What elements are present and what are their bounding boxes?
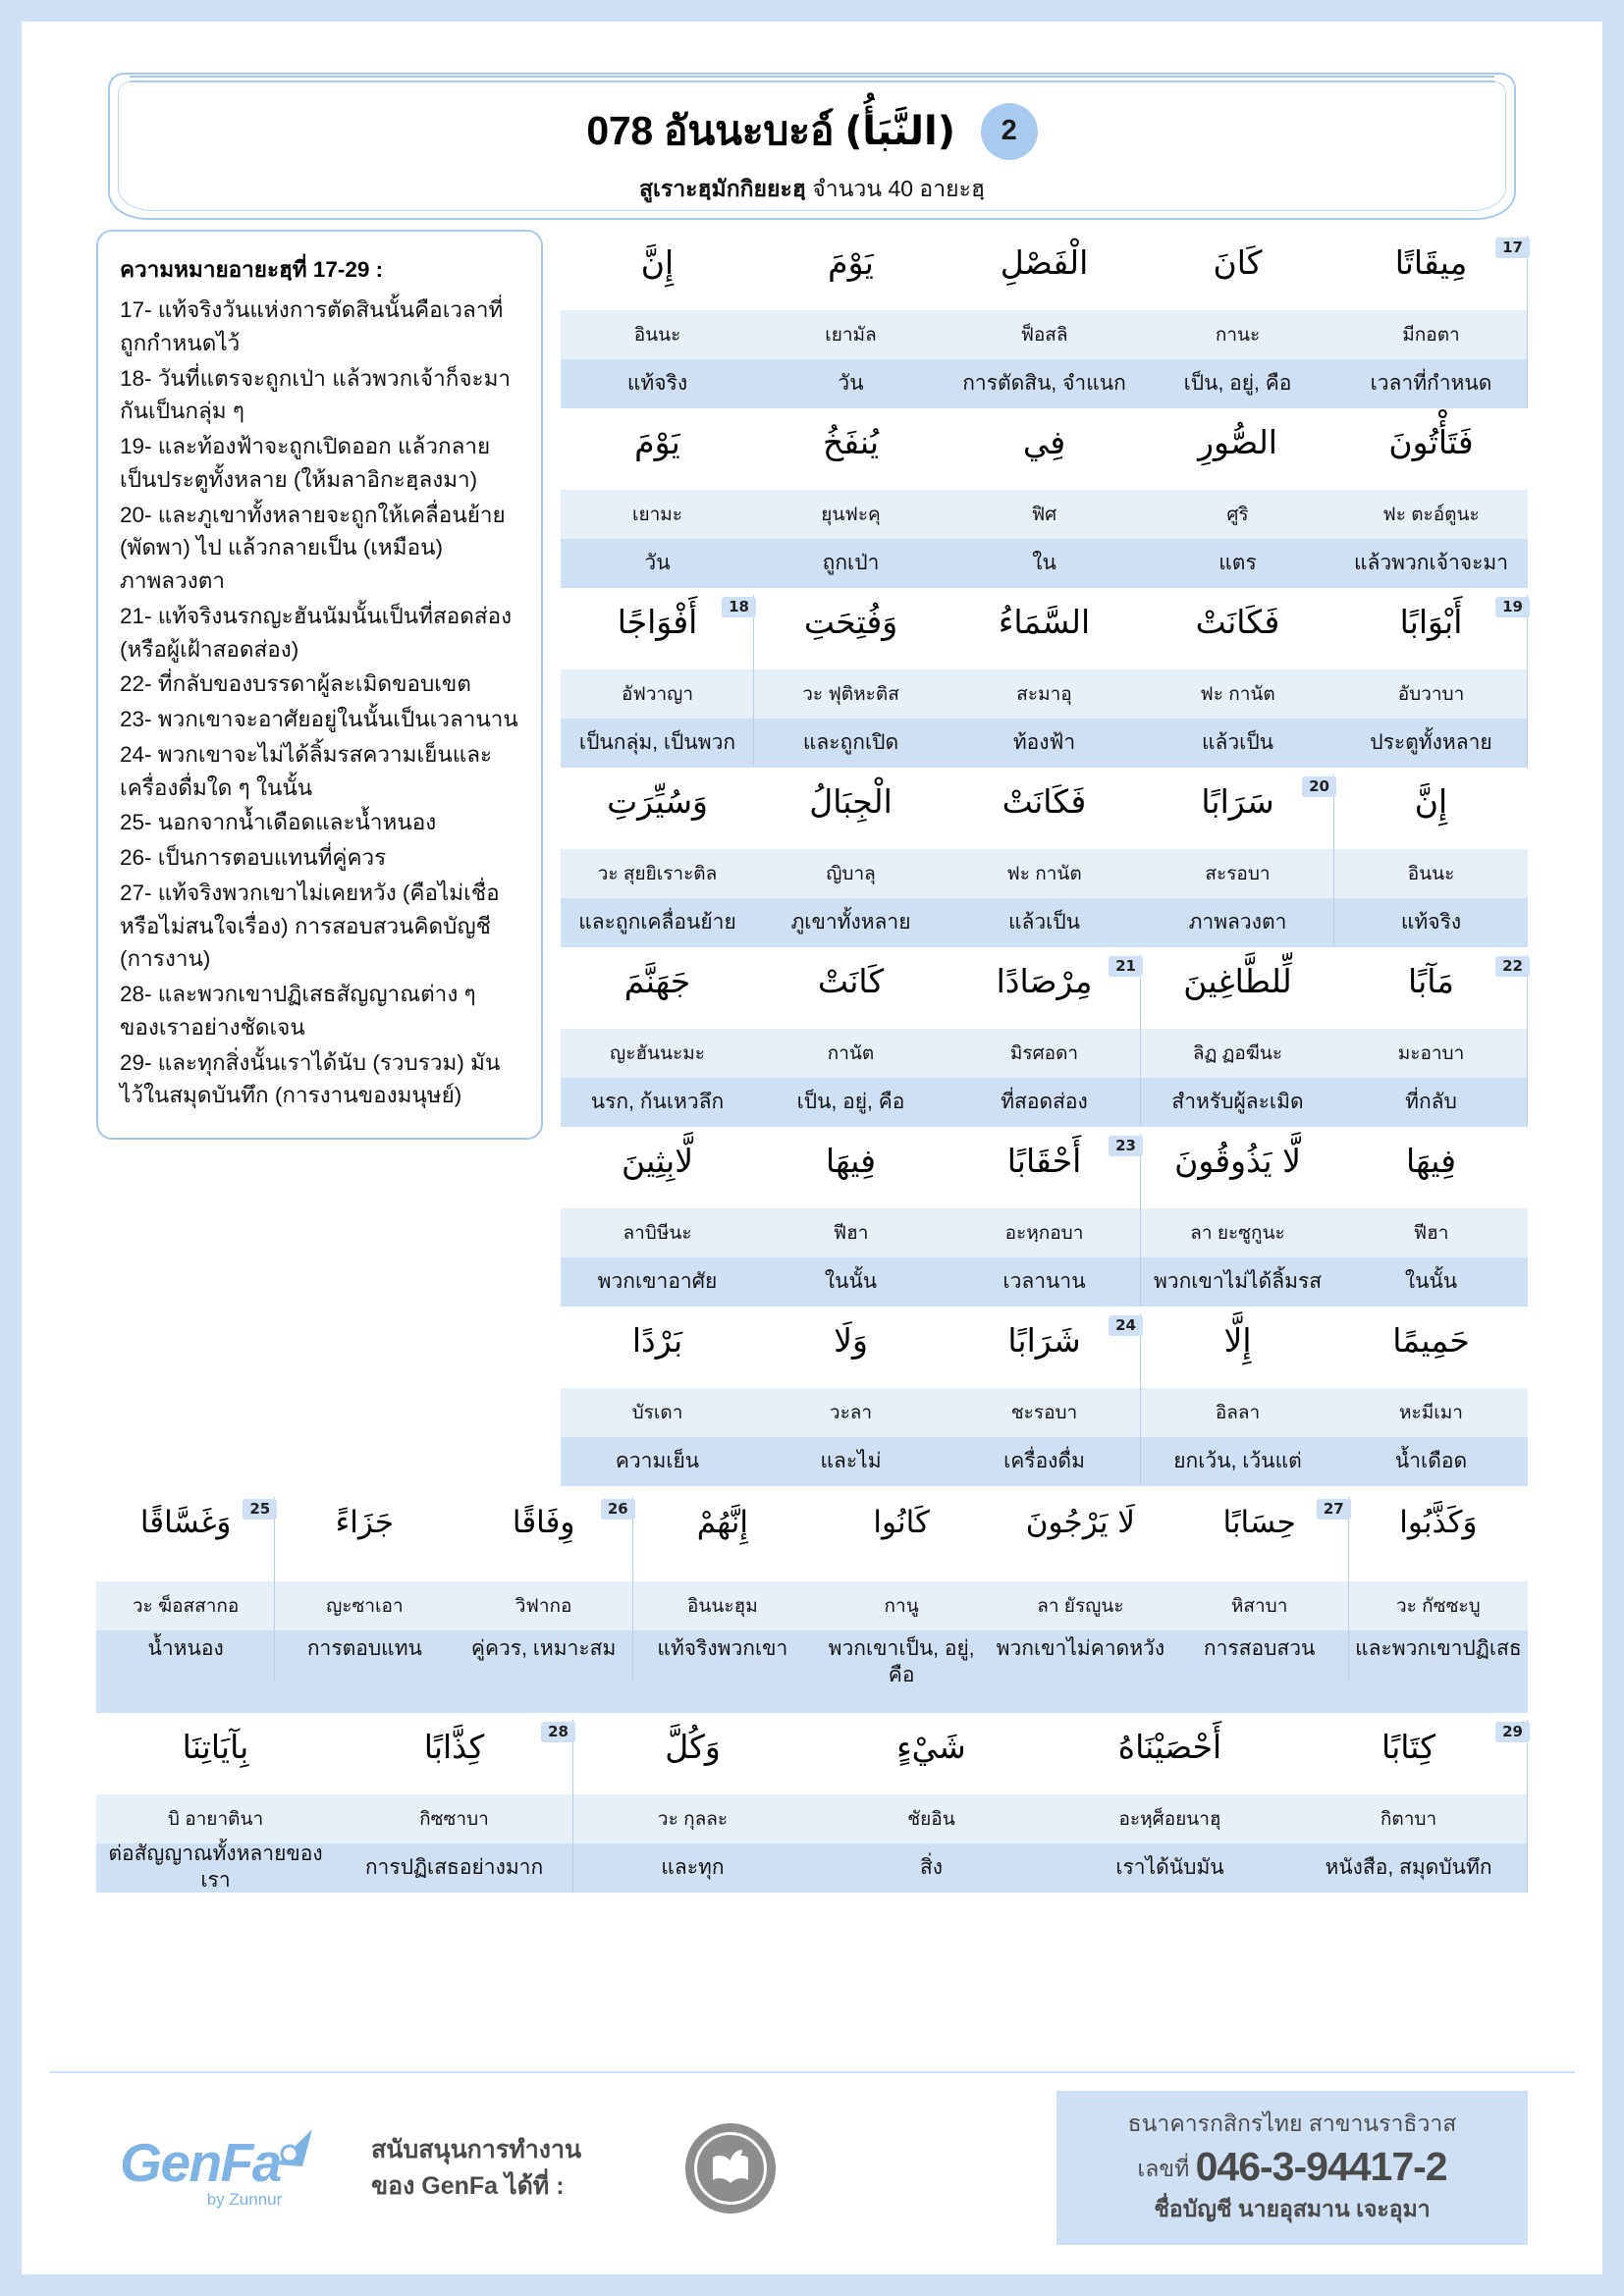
arabic-word[interactable] (561, 1308, 754, 1388)
ayah-number-badge: 17 (1495, 238, 1530, 258)
thai-meaning-text: น้ำหนอง (147, 1637, 224, 1660)
surah-ayah-count: จำนวน 40 อายะฮฺ (812, 176, 986, 201)
word-row-transliteration (561, 1388, 1528, 1437)
thai-meaning-text: การตัดสิน, จำแนก (962, 371, 1126, 395)
transliteration-text: ลิฏ ฏอฆีนะ (1192, 1043, 1283, 1064)
arrow-circle-icon (273, 2127, 318, 2172)
word-row (561, 589, 1528, 768)
arabic-word-text: بَرْدًا (631, 1321, 683, 1360)
word-row-meaning (96, 1630, 1528, 1713)
ayah-number-badge: 27 (1317, 1499, 1351, 1520)
transliteration-text: ฟะ กานัต (1006, 864, 1082, 884)
organization-seal (685, 2123, 776, 2214)
word-row-transliteration (561, 1029, 1528, 1078)
arabic-word[interactable] (947, 1128, 1141, 1208)
arabic-word-text: وَسُيِّرَتِ (607, 782, 708, 821)
thai-meaning-text: แล้วเป็น (1007, 910, 1081, 934)
arabic-word-text: وَغَسَّاقًا (139, 1505, 232, 1540)
arabic-word[interactable] (754, 409, 947, 490)
arabic-word[interactable] (1141, 769, 1334, 849)
thai-meaning-text: ยกเว้น, เว้นแต่ (1173, 1449, 1302, 1472)
arabic-word[interactable] (1349, 1491, 1528, 1581)
arabic-word-text: فَكَانَتْ (1001, 782, 1087, 821)
transliteration-text: อะหฺกอบา (1004, 1223, 1084, 1244)
word-by-word-grid (561, 230, 1528, 1487)
thai-meaning-text: พวกเขาเป็น, อยู่, คือ (828, 1637, 975, 1686)
thai-meaning-text: นรก, ก้นเหวลึก (590, 1090, 725, 1113)
arabic-word[interactable] (1334, 948, 1528, 1029)
arabic-word-text: كِذَّابًا (423, 1728, 485, 1766)
arabic-word[interactable] (812, 1714, 1051, 1794)
thai-meaning-text: การตอบแทน (306, 1637, 422, 1660)
arabic-word-text: كِتَابًا (1381, 1728, 1435, 1766)
word-row-transliteration (561, 1208, 1528, 1257)
arabic-word[interactable] (275, 1491, 454, 1581)
transliteration-text: กิตาบา (1380, 1809, 1437, 1830)
arabic-word-text: فَكَانَتْ (1195, 603, 1280, 641)
arabic-word[interactable] (633, 1491, 812, 1581)
thai-meaning-text: ถูกเป่า (822, 551, 880, 574)
arabic-word-text: شَرَابًا (1007, 1321, 1081, 1360)
meaning-item: 21- แท้จริงนรกญะฮันนัมนั้นเป็นที่สอดส่อง (หรือผู้เฝ้าสอดส่อง) (120, 603, 513, 662)
arabic-word-text: وَكُلَّ (665, 1728, 721, 1766)
word-row-arabic (561, 409, 1528, 490)
word-row-meaning (561, 539, 1528, 588)
word-row-arabic (561, 1308, 1528, 1388)
arabic-word[interactable] (1334, 230, 1528, 310)
thai-meaning-text: ที่สอดส่อง (1001, 1090, 1088, 1113)
ayah-number-badge: 28 (541, 1722, 575, 1742)
transliteration-text: ชะรอบา (1010, 1403, 1078, 1423)
arabic-word[interactable] (947, 589, 1141, 669)
meaning-item: 18- วันที่แตรจะถูกเป่า แล้วพวกเจ้าก็จะมากันเป็นกลุ่ม ๆ (120, 365, 512, 424)
thai-meaning-text: การปฏิเสธอย่างมาก (364, 1855, 544, 1879)
meanings-list (120, 294, 519, 1112)
ayah-number-badge: 23 (1109, 1136, 1143, 1156)
arabic-word-text: الصُّورِ (1198, 423, 1277, 461)
transliteration-text: ฟะ ตะอ์ตูนะ (1382, 505, 1480, 525)
thai-meaning-text: หนังสือ, สมุดบันทึก (1325, 1855, 1492, 1879)
arabic-word[interactable] (1051, 1714, 1289, 1794)
arabic-word-text: أَفْوَاجًا (617, 603, 698, 641)
transliteration-text: ฟิศ (1031, 505, 1057, 525)
bank-account-row (1090, 2144, 1494, 2190)
ayah-number-badge: 29 (1495, 1722, 1530, 1742)
word-row-arabic (96, 1714, 1528, 1794)
thai-meaning-text: เป็น, อยู่, คือ (1183, 371, 1292, 395)
arabic-word[interactable] (947, 948, 1141, 1029)
transliteration-text: อิลลา (1215, 1403, 1261, 1423)
word-row-transliteration (96, 1794, 1528, 1843)
genfa-logo-byline: by Zunnur (206, 2189, 283, 2209)
transliteration-text: อินนะ (1407, 864, 1455, 884)
transliteration-text: วะ กัซซะบู (1396, 1596, 1481, 1617)
surah-subtitle (639, 172, 985, 207)
arabic-word-text: لَّا يَذُوقُونَ (1174, 1142, 1301, 1180)
transliteration-text: ศูริ (1226, 505, 1249, 525)
arabic-word-text: فِي (1022, 423, 1066, 461)
word-row-transliteration (561, 490, 1528, 539)
transliteration-text: ฟีฮา (833, 1223, 869, 1244)
arabic-word[interactable] (1334, 1308, 1528, 1388)
transliteration-text: เยามะ (631, 505, 683, 525)
meaning-item: 24- พวกเขาจะไม่ได้ลิ้มรสความเย็นและเครื่องดื่มใด ๆ ในนั้น (120, 741, 493, 800)
arabic-word-text: مِيقَاتًا (1394, 243, 1468, 282)
ayah-number-badge: 26 (601, 1499, 635, 1520)
surah-name-arabic: (النَّبَأُ) (844, 109, 955, 154)
transliteration-text: มะอาบา (1397, 1043, 1465, 1064)
bank-account-label: เลขที่ (1137, 2156, 1190, 2181)
support-message-line1: สนับสนุนการทำงาน (371, 2136, 582, 2164)
page-number-badge: 2 (981, 103, 1038, 160)
transliteration-text: อะหฺศ็อยนาฮุ (1118, 1809, 1221, 1830)
arabic-word[interactable] (754, 948, 947, 1029)
thai-meaning-text: ในนั้น (1404, 1269, 1458, 1293)
arabic-word-text: كَانَ (1213, 243, 1263, 282)
arabic-word-text: فِيهَا (826, 1142, 876, 1180)
word-row-meaning (96, 1843, 1528, 1893)
arabic-word-text: فَتَأْتُونَ (1388, 423, 1474, 461)
arabic-word[interactable] (754, 230, 947, 310)
word-row-transliteration (561, 849, 1528, 898)
word-row-meaning (561, 719, 1528, 768)
content-area (49, 230, 1575, 1487)
arabic-word-text: الْجِبَالُ (809, 782, 893, 821)
word-row (561, 948, 1528, 1127)
transliteration-text: วะ สุยยิเราะติล (597, 864, 718, 884)
arabic-word-text: لِّلطَّاغِينَ (1183, 962, 1292, 1000)
meaning-item: 28- และพวกเขาปฏิเสธสัญญาณต่าง ๆ ของเราอย่างชัดเจน (120, 982, 476, 1040)
thai-meaning-text: น้ำเดือด (1394, 1449, 1468, 1472)
word-row-transliteration (96, 1581, 1528, 1630)
word-row (561, 1308, 1528, 1486)
meaning-item: 20- และภูเขาทั้งหลายจะถูกให้เคลื่อนย้าย (พัดพา) ไป แล้วกลายเป็น (เหมือน) ภาพลวงตา (120, 502, 506, 593)
thai-meaning-text: ใน (1032, 551, 1056, 574)
transliteration-text: วะลา (829, 1403, 873, 1423)
arabic-word[interactable] (991, 1491, 1169, 1581)
word-row-meaning (561, 1257, 1528, 1307)
arabic-word[interactable] (1141, 948, 1334, 1029)
arabic-word-text: حِسَابًا (1222, 1505, 1296, 1540)
thai-meaning-text: และถูกเปิด (802, 730, 899, 754)
ayah-number-badge: 18 (722, 597, 756, 617)
arabic-word[interactable] (1334, 589, 1528, 669)
meaning-item: 23- พวกเขาจะอาศัยอยู่ในนั้นเป็นเวลานาน (120, 707, 518, 731)
transliteration-text: อัฟวาญา (621, 684, 694, 705)
open-book-icon (709, 2149, 752, 2188)
transliteration-text: สะมาอุ (1016, 684, 1072, 705)
ayah-number-badge: 22 (1495, 956, 1530, 977)
transliteration-text: สะรอบา (1205, 864, 1271, 884)
arabic-word[interactable] (1289, 1714, 1528, 1794)
transliteration-text: ฟะ กานัต (1200, 684, 1275, 705)
transliteration-text: หะมีเมา (1399, 1403, 1463, 1423)
arabic-word-text: أَحْصَيْنَاهُ (1117, 1728, 1222, 1766)
arabic-word[interactable] (754, 1308, 947, 1388)
meaning-item: 27- แท้จริงพวกเขาไม่เคยหวัง (คือไม่เชื่อหรือไม่สนใจเรื่อง) การสอบสวนคิดบัญชี (การงาน) (120, 880, 500, 972)
thai-meaning-text: แท้จริง (1400, 910, 1462, 934)
ayah-number-badge: 24 (1109, 1315, 1143, 1336)
word-row-arabic (96, 1491, 1528, 1581)
page-footer (49, 2071, 1575, 2274)
arabic-word[interactable] (947, 409, 1141, 490)
word-row-transliteration (561, 669, 1528, 719)
arabic-word-text: أَبْوَابًا (1399, 603, 1463, 641)
word-row-arabic (561, 589, 1528, 669)
thai-meaning-text: และพวกเขาปฏิเสธ (1355, 1637, 1522, 1660)
transliteration-text: กานะ (1215, 325, 1261, 346)
arabic-word[interactable] (1141, 230, 1334, 310)
ayah-number-badge: 20 (1302, 776, 1336, 797)
arabic-word[interactable] (455, 1491, 633, 1581)
thai-meaning-text: และทุก (661, 1855, 725, 1879)
ayah-number-badge: 21 (1109, 956, 1143, 977)
arabic-word-text: لَا يَرْجُونَ (1025, 1505, 1135, 1540)
ayah-number-badge: 25 (243, 1499, 277, 1520)
arabic-word-text: مِرْصَادًا (996, 962, 1093, 1000)
word-row-meaning (561, 359, 1528, 408)
arabic-word[interactable] (561, 948, 754, 1029)
thai-meaning-text: ประตูทั้งหลาย (1370, 730, 1492, 754)
meaning-item: 29- และทุกสิ่งนั้นเราได้นับ (รวบรวม) มันไว้ในสมุดบันทึก (การงานของมนุษย์) (120, 1049, 501, 1108)
arabic-word[interactable] (1334, 409, 1528, 490)
transliteration-text: อินนะฮุม (687, 1596, 758, 1617)
arabic-word[interactable] (1141, 1128, 1334, 1208)
thai-meaning-text: แล้วเป็น (1201, 730, 1274, 754)
transliteration-text: ลา ยัรญูนะ (1037, 1596, 1124, 1617)
transliteration-text: บิ อายาตินา (167, 1809, 264, 1830)
transliteration-text: กานู (884, 1596, 919, 1617)
word-row (561, 769, 1528, 947)
thai-meaning-text: สำหรับผู้ละเมิด (1171, 1090, 1304, 1113)
surah-header-banner (108, 73, 1516, 220)
word-row-arabic (561, 769, 1528, 849)
arabic-word-text: إِلَّا (1223, 1321, 1252, 1360)
word-row (561, 230, 1528, 408)
genfa-logo (96, 2127, 342, 2210)
thai-meaning-text: ต่อสัญญาณทั้งหลายของเรา (108, 1842, 323, 1892)
arabic-word[interactable] (947, 1308, 1141, 1388)
meaning-item: 17- แท้จริงวันแห่งการตัดสินนั้นคือเวลาที่ถูกกำหนดไว้ (120, 297, 504, 355)
transliteration-text: ยุนฟะคุ (821, 505, 881, 525)
transliteration-text: วะ กุลละ (657, 1809, 729, 1830)
transliteration-text: วะ ฆ็อสสากอ (132, 1596, 240, 1617)
arabic-word[interactable] (1141, 409, 1334, 490)
arabic-word-text: وَلَا (834, 1321, 868, 1360)
word-row (561, 409, 1528, 588)
transliteration-text: วิฟากอ (514, 1596, 572, 1617)
arabic-word[interactable] (96, 1714, 335, 1794)
arabic-word-text: إِنَّ (1414, 782, 1448, 821)
worksheet-page (22, 22, 1602, 2274)
arabic-word-text: وَفُتِحَتِ (803, 603, 898, 641)
arabic-word-text: يُنفَخُ (822, 423, 880, 461)
arabic-word-text: فِيهَا (1406, 1142, 1456, 1180)
meanings-panel (96, 230, 543, 1140)
arabic-word-text: السَّمَاءُ (998, 603, 1091, 641)
arabic-word-text: يَوْمَ (634, 423, 680, 461)
arabic-word[interactable] (1334, 769, 1528, 849)
transliteration-text: มิรศอดา (1009, 1043, 1079, 1064)
word-by-word-grid-wide (49, 1487, 1575, 1894)
thai-meaning-text: ในนั้น (824, 1269, 878, 1293)
thai-meaning-text: วัน (644, 551, 671, 574)
arabic-word[interactable] (96, 1491, 275, 1581)
transliteration-text: วะ ฟุติหะติส (802, 684, 899, 705)
arabic-word[interactable] (561, 589, 754, 669)
arabic-word[interactable] (1141, 589, 1334, 669)
arabic-word[interactable] (947, 230, 1141, 310)
thai-meaning-text: สิ่ง (919, 1855, 944, 1879)
word-row (561, 1128, 1528, 1307)
arabic-word-text: يَوْمَ (828, 243, 874, 282)
transliteration-text: กานัต (827, 1043, 875, 1064)
arabic-word-text: جَزَاءً (335, 1505, 395, 1540)
surah-number: 078 (586, 108, 653, 153)
thai-meaning-text: แตร (1218, 551, 1257, 574)
transliteration-text: มีกอตา (1402, 325, 1460, 346)
arabic-word-text: إِنَّهُمْ (696, 1505, 748, 1540)
transliteration-text: กิซซาบา (419, 1809, 489, 1830)
thai-meaning-text: ท้องฟ้า (1012, 730, 1076, 754)
ayah-number-badge: 19 (1495, 597, 1530, 617)
transliteration-text: หิสาบา (1230, 1596, 1288, 1617)
word-row (96, 1491, 1528, 1713)
arabic-word[interactable] (561, 409, 754, 490)
arabic-word-text: مَآبًا (1408, 962, 1454, 1000)
thai-meaning-text: พวกเขาอาศัย (597, 1269, 718, 1293)
thai-meaning-text: แท้จริงพวกเขา (657, 1637, 788, 1660)
thai-meaning-text: พวกเขาไม่คาดหวัง (996, 1637, 1165, 1660)
arabic-word-text: الْفَصْلِ (1000, 243, 1089, 282)
bank-account-holder: ชื่อบัญชี นายอุสมาน เจะอุมา (1154, 2196, 1431, 2221)
page-title (586, 99, 954, 163)
transliteration-text: ญิบาลุ (826, 864, 876, 884)
thai-meaning-text: เวลานาน (1002, 1269, 1086, 1293)
thai-meaning-text: เครื่องดื่ม (1003, 1449, 1085, 1472)
thai-meaning-text: ที่กลับ (1405, 1090, 1457, 1113)
transliteration-text: ฟีฮา (1413, 1223, 1449, 1244)
arabic-word[interactable] (947, 769, 1141, 849)
transliteration-text: อินนะ (633, 325, 681, 346)
arabic-word[interactable] (1334, 1128, 1528, 1208)
arabic-word-text: كَانُوا (873, 1505, 930, 1540)
transliteration-text: ญะซาเอา (326, 1596, 404, 1617)
surah-name-thai: อันนะบะอ์ (663, 108, 835, 153)
arabic-word[interactable] (561, 769, 754, 849)
arabic-word-text: إِنَّ (640, 243, 675, 282)
arabic-word-text: لَّابِثِينَ (621, 1142, 694, 1180)
thai-meaning-text: ความเย็น (615, 1449, 700, 1472)
word-row-arabic (561, 230, 1528, 310)
word-row-meaning (561, 898, 1528, 947)
meaning-item: 26- เป็นการตอบแทนที่คู่ควร (120, 845, 387, 870)
word-row-arabic (561, 948, 1528, 1029)
bank-account-number: 046-3-94417-2 (1195, 2144, 1447, 2189)
thai-meaning-text: แล้วพวกเจ้าจะมา (1353, 551, 1509, 574)
word-row-meaning (561, 1437, 1528, 1486)
arabic-word[interactable] (561, 1128, 754, 1208)
support-message (371, 2132, 656, 2204)
thai-meaning-text: การสอบสวน (1203, 1637, 1316, 1660)
arabic-word[interactable] (561, 230, 754, 310)
arabic-word-text: أَحْقَابًا (1006, 1142, 1082, 1180)
word-row (96, 1714, 1528, 1893)
arabic-word-text: حَمِيمًا (1392, 1321, 1470, 1360)
meaning-item: 22- ที่กลับของบรรดาผู้ละเมิดขอบเขต (120, 671, 471, 697)
thai-meaning-text: เป็น, อยู่, คือ (796, 1090, 905, 1113)
bank-name: ธนาคารกสิกรไทย สาขานราธิวาส (1127, 2110, 1457, 2136)
thai-meaning-text: พวกเขาไม่ได้ลิ้มรส (1153, 1269, 1323, 1293)
thai-meaning-text: เราได้นับมัน (1115, 1855, 1224, 1879)
meaning-item: 25- นอกจากน้ำเดือดและน้ำหนอง (120, 810, 437, 835)
arabic-word-text: سَرَابًا (1201, 782, 1274, 821)
transliteration-text: ฟ็อสลิ (1020, 325, 1068, 346)
transliteration-text: เยามัล (825, 325, 877, 346)
word-row-transliteration (561, 310, 1528, 359)
transliteration-text: บัรเดา (631, 1403, 683, 1423)
transliteration-text: ญะฮันนะมะ (610, 1043, 705, 1064)
arabic-word[interactable] (754, 1128, 947, 1208)
arabic-word[interactable] (812, 1491, 991, 1581)
genfa-logo-text: GenFa (120, 2131, 281, 2193)
arabic-word-text: جَهَنَّمَ (623, 962, 691, 1000)
transliteration-text: อับวาบา (1397, 684, 1465, 705)
arabic-word-text: وِفَاقًا (512, 1505, 575, 1540)
arabic-word-text: شَيْءٍ (896, 1728, 966, 1766)
word-row-meaning (561, 1078, 1528, 1127)
arabic-word-text: وَكَذَّبُوا (1399, 1505, 1478, 1540)
thai-meaning-text: ภาพลวงตา (1188, 910, 1287, 934)
arabic-word-text: بِآيَاتِنَا (182, 1728, 249, 1766)
arabic-word-text: كَانَتْ (817, 962, 885, 1000)
thai-meaning-text: เวลาที่กำหนด (1370, 371, 1492, 395)
word-row-arabic (561, 1128, 1528, 1208)
thai-meaning-text: และไม่ (820, 1449, 882, 1472)
arabic-word[interactable] (1141, 1308, 1334, 1388)
surah-revelation-type: สูเราะฮฺมักกิยยะฮฺ (638, 176, 806, 201)
thai-meaning-text: คู่ควร, เหมาะสม (470, 1637, 617, 1660)
meanings-panel-title: ความหมายอายะฮฺที่ 17-29 : (120, 257, 384, 282)
donation-bank-details (1056, 2091, 1528, 2245)
meaning-item: 19- และท้องฟ้าจะถูกเปิดออก แล้วกลายเป็นประตูทั้งหลาย (ให้มลาอิกะฮฺลงมา) (120, 434, 491, 492)
thai-meaning-text: วัน (838, 371, 864, 395)
support-message-line2: ของ GenFa ได้ที่ : (371, 2171, 565, 2200)
arabic-word[interactable] (335, 1714, 573, 1794)
arabic-word[interactable] (1170, 1491, 1349, 1581)
thai-meaning-text: แท้จริง (626, 371, 688, 395)
arabic-word[interactable] (754, 769, 947, 849)
thai-meaning-text: ภูเขาทั้งหลาย (790, 910, 911, 934)
arabic-word[interactable] (754, 589, 947, 669)
transliteration-text: ลาบิษีนะ (623, 1223, 692, 1244)
thai-meaning-text: เป็นกลุ่ม, เป็นพวก (578, 730, 736, 754)
transliteration-text: ลา ยะซูกูนะ (1190, 1223, 1285, 1244)
arabic-word[interactable] (573, 1714, 812, 1794)
transliteration-text: ชัยอิน (907, 1809, 955, 1830)
thai-meaning-text: และถูกเคลื่อนย้าย (578, 910, 736, 934)
